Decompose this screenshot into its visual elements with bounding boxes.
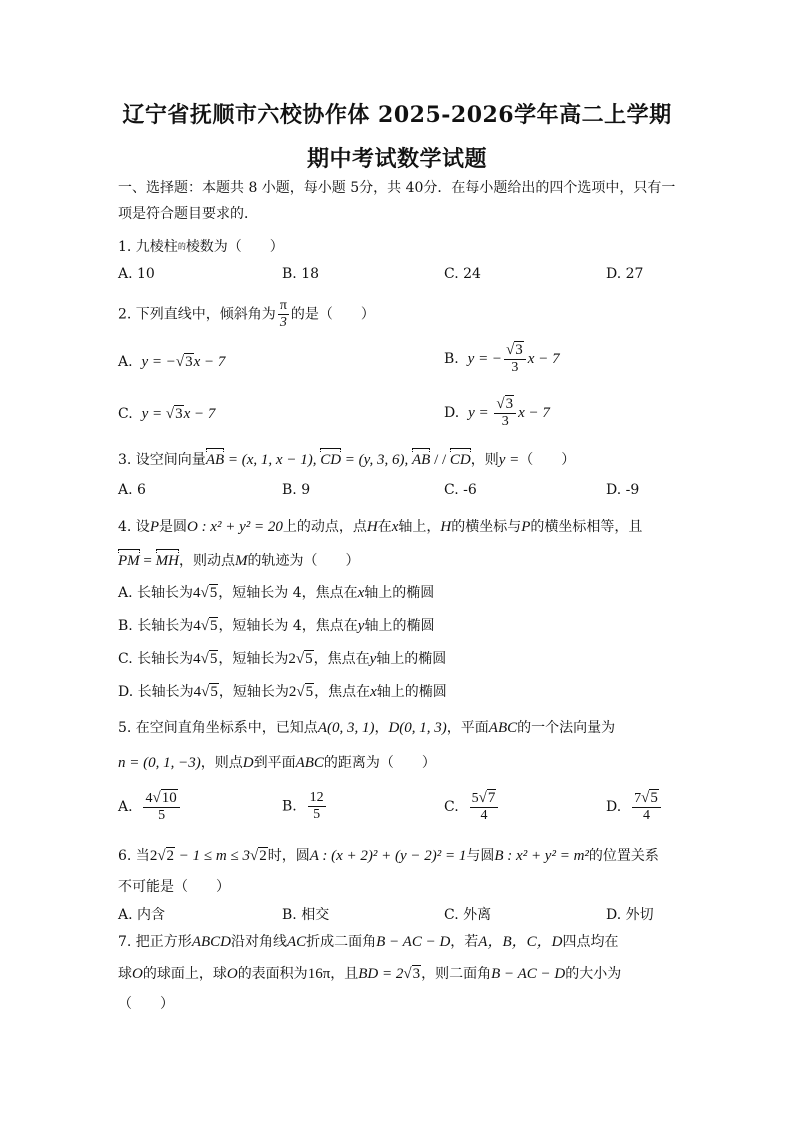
q4-opt-d-axis: x xyxy=(370,684,377,700)
question-3-stem xyxy=(118,450,575,470)
q3-option-a[interactable]: A. 6 xyxy=(118,482,146,498)
q4-text-f: 的横坐标与 xyxy=(451,519,522,535)
q2-opt-c-rad: 3 xyxy=(175,406,183,422)
q5-option-d[interactable] xyxy=(606,790,663,824)
q4-eq: = xyxy=(139,553,156,569)
q5-opt-c-label: C. xyxy=(444,799,459,815)
q1-option-d[interactable]: D. 27 xyxy=(606,266,644,282)
q2-opt-d-den: 3 xyxy=(501,414,509,429)
q7-square: ABCD xyxy=(191,934,231,950)
q6-ineq-sqrt-2: √2 xyxy=(249,848,267,864)
q6-ineq-pre: 2 xyxy=(149,848,158,864)
q4-opt-a-sqrt: √5 xyxy=(200,585,218,601)
question-2-stem xyxy=(118,298,375,331)
title-line-2: 期中考试数学试题 xyxy=(306,146,487,172)
q6-option-d[interactable]: D. 外切 xyxy=(606,907,654,923)
q4-opt-b-pre: B. 长轴长为 xyxy=(118,618,194,634)
q7-text-a: 7. 把正方形 xyxy=(118,934,192,950)
q4-vec-mh: MH xyxy=(155,553,179,569)
q4-opt-a-num: 4 xyxy=(193,585,201,601)
q4-opt-d-mid2: ，焦点在 xyxy=(314,684,371,700)
q5-normal-vector: n = (0, 1, −3) xyxy=(118,755,201,771)
q4-opt-d-num2: 2 xyxy=(288,684,297,700)
q4-opt-c-num: 4 xyxy=(193,651,201,667)
q2-opt-c-pre: y = xyxy=(141,406,166,422)
q7-bd-sqrt: √3 xyxy=(403,966,421,982)
q4-opt-a-mid: ，短轴长为 4，焦点在 xyxy=(218,585,358,601)
section-intro-line-1: 一、选择题：本题共 8 小题，每小题 5分，共 40分．在每小题给出的四个选项中，只有一 xyxy=(118,180,676,196)
q4-text-line2: ，则动点 xyxy=(178,553,235,569)
question-7-stem-line-3: （ ） xyxy=(118,996,174,1012)
q1-option-b[interactable]: B. 18 xyxy=(282,266,320,282)
q7-text-2f: 的大小为 xyxy=(565,966,622,982)
q2-opt-a-label: A. xyxy=(118,354,133,370)
q7-area: 16π xyxy=(307,966,331,982)
q2-option-a[interactable] xyxy=(118,352,225,372)
q2-option-b[interactable] xyxy=(444,342,560,376)
q4-opt-c-mid2: ，焦点在 xyxy=(313,651,370,667)
q5-text-d: ，则点 xyxy=(200,755,243,771)
q5-var-d: D xyxy=(242,755,254,771)
q5-point-a: A(0, 3, 1) xyxy=(317,720,375,736)
q4-vec-pm: PM xyxy=(118,553,140,569)
q7-text-e: 四点均在 xyxy=(562,934,619,950)
q3-vec-ab-2: AB xyxy=(412,452,431,468)
q2-stem-a: 2. 下列直线中，倾斜角为 xyxy=(118,306,276,323)
q7-text-b: 沿对角线 xyxy=(230,934,287,950)
q6-text-c: 与圆 xyxy=(466,848,495,864)
q4-opt-d-sqrt-2: √5 xyxy=(296,684,314,700)
question-5-stem-line-2 xyxy=(118,753,436,773)
q4-opt-b-axis: y xyxy=(357,618,365,634)
q2-opt-a-post: x − 7 xyxy=(193,354,226,370)
q4-opt-b-sqrt: √5 xyxy=(200,618,218,634)
q3-option-d[interactable]: D. -9 xyxy=(606,482,640,498)
q2-opt-d-label: D. xyxy=(444,405,460,421)
q2-opt-b-pre: y = − xyxy=(467,351,503,367)
q6-ineq-mid: − 1 ≤ m ≤ 3 xyxy=(175,848,250,864)
q4-opt-c-sqrt: √5 xyxy=(200,651,218,667)
q5-plane: ABC xyxy=(488,720,518,736)
q4-circle-eq: O : x² + y² = 20 xyxy=(186,519,283,535)
q1-stem-b: 棱数为（ ） xyxy=(185,239,284,255)
q2-opt-b-frac xyxy=(504,342,526,376)
q2-opt-b-num: √3 xyxy=(504,342,526,360)
q4-text-d: 在 xyxy=(377,519,392,535)
q2-angle-fraction xyxy=(278,298,289,331)
q7-text-2d: ，且 xyxy=(330,966,359,982)
q4-var-h-2: H xyxy=(440,519,452,535)
q6-option-c[interactable]: C. 外离 xyxy=(444,907,492,923)
q4-var-p: P xyxy=(149,519,159,535)
q4-option-a[interactable] xyxy=(118,583,434,603)
q5-option-c[interactable] xyxy=(444,790,500,824)
q4-var-h: H xyxy=(366,519,378,535)
q2-frac-num: π xyxy=(279,298,287,313)
q4-opt-c-pre: C. 长轴长为 xyxy=(118,651,194,667)
q7-points: A，B，C，D xyxy=(478,934,563,950)
q6-text-b: 时，圆 xyxy=(267,848,310,864)
q5-opt-b-label: B. xyxy=(282,798,297,815)
q3-expr-ab: = (x, 1, x − 1), xyxy=(224,452,321,468)
q5-text-b: ，平面 xyxy=(446,720,489,736)
q7-dihedral-2: B − AC − D xyxy=(491,966,566,982)
q3-vec-ab: AB xyxy=(205,452,225,468)
q2-opt-b-den: 3 xyxy=(511,360,519,375)
question-7-stem-line-2 xyxy=(118,964,621,984)
q4-text-e: 轴上， xyxy=(398,519,441,535)
q4-opt-c-axis: y xyxy=(369,651,377,667)
q7-text-d: ，若 xyxy=(450,934,479,950)
q7-text-c: 折成二面角 xyxy=(306,934,377,950)
q2-opt-b-post: x − 7 xyxy=(527,351,560,367)
q5-opt-d-frac: $\frac{7√5}{4}$ xyxy=(632,790,661,824)
q1-option-a[interactable]: A. 10 xyxy=(118,266,155,282)
q4-opt-b-post: 轴上的椭圆 xyxy=(364,618,435,634)
q1-stem-mark: 的 xyxy=(177,242,186,251)
q4-text-b: 是圆 xyxy=(158,519,187,535)
q6-text-d: 的位置关系 xyxy=(588,848,659,864)
q5-sep: ， xyxy=(374,720,389,736)
q7-text-2b: 的球面上，球 xyxy=(142,966,227,982)
q3-parallel: / / xyxy=(430,452,450,468)
section-intro-line-2: 项是符合题目要求的． xyxy=(118,206,258,222)
q5-text-c: 的一个法向量为 xyxy=(517,720,616,736)
q5-opt-d-label: D. xyxy=(606,799,622,815)
question-4-stem-line-1 xyxy=(118,517,642,537)
q3-stem-a: 3. 设空间向量 xyxy=(118,452,206,468)
q2-opt-b-label: B. xyxy=(444,351,459,367)
q7-text-2c: 的表面积为 xyxy=(237,966,308,982)
q4-opt-a-axis: x xyxy=(357,585,365,601)
q2-opt-c-sqrt: √3 xyxy=(165,406,183,422)
q4-opt-d-pre: D. 长轴长为 xyxy=(118,684,194,700)
q4-var-x: x xyxy=(391,519,399,535)
question-6-stem-line-1 xyxy=(118,846,659,866)
q2-stem-b: 的是（ ） xyxy=(290,306,375,323)
q4-option-b[interactable] xyxy=(118,616,434,636)
q2-opt-c-post: x − 7 xyxy=(183,406,216,422)
q4-option-c[interactable] xyxy=(118,649,446,669)
q2-opt-a-sqrt: √3 xyxy=(175,354,193,370)
q3-stem-b: ，则 xyxy=(470,452,499,468)
q7-var-o: O xyxy=(132,966,143,982)
q4-opt-d-sqrt: √5 xyxy=(201,684,218,700)
q5-opt-b-frac: $\frac{12}{5}$ xyxy=(309,790,324,822)
q5-opt-a-label: A. xyxy=(118,799,133,815)
q1-stem-a: 1. 九棱柱 xyxy=(118,239,178,255)
q3-vec-cd: CD xyxy=(320,452,342,468)
q4-opt-c-sqrt-2: √5 xyxy=(295,651,313,667)
q4-text-a: 4. 设 xyxy=(118,519,150,535)
question-6-stem-line-2: 不可能是（ ） xyxy=(118,879,230,895)
q6-text-a: 6. 当 xyxy=(118,848,150,864)
q5-plane-2: ABC xyxy=(295,755,324,771)
q5-option-b[interactable] xyxy=(282,790,328,823)
q6-ineq-sqrt: √2 xyxy=(157,848,175,864)
q5-opt-a-frac: $\frac{4√10}{5}$ xyxy=(143,790,179,824)
q4-var-m: M xyxy=(234,553,248,569)
q3-vec-cd-2: CD xyxy=(449,452,471,468)
q2-opt-d-post: x − 7 xyxy=(518,405,550,421)
q7-text-2a: 球 xyxy=(118,966,132,982)
q4-opt-c-post: 轴上的椭圆 xyxy=(376,651,447,667)
q2-opt-c-label: C. xyxy=(118,406,133,422)
q4-text-c: 上的动点，点 xyxy=(282,519,367,535)
q5-text-f: 的距离为（ ） xyxy=(323,755,436,771)
q2-opt-a-rad: 3 xyxy=(185,354,193,370)
q2-opt-d-frac xyxy=(494,396,516,430)
q4-opt-d-post: 轴上的椭圆 xyxy=(376,684,447,700)
q7-var-o-2: O xyxy=(226,966,238,982)
q4-opt-b-mid: ，短轴长为 4，焦点在 xyxy=(218,618,358,634)
q4-text-line2-b: 的轨迹为（ ） xyxy=(247,553,360,569)
q4-opt-a-post: 轴上的椭圆 xyxy=(364,585,435,601)
q3-expr-cd: = (y, 3, 6), xyxy=(341,452,412,468)
q4-opt-c-num2: 2 xyxy=(288,651,296,667)
question-7-stem-line-1 xyxy=(118,932,618,952)
q4-var-p-2: P xyxy=(521,519,531,535)
q3-stem-c: （ ） xyxy=(519,452,576,468)
q5-text-a: 5. 在空间直角坐标系中，已知点 xyxy=(118,720,318,736)
q5-text-e: 到平面 xyxy=(253,755,296,771)
q7-text-2e: ，则二面角 xyxy=(421,966,492,982)
q4-text-g: 的横坐标相等，且 xyxy=(530,519,643,535)
title-line-1: 辽宁省抚顺市六校协作体 2025-2026学年高二上学期 xyxy=(122,102,672,128)
q7-diagonal: AC xyxy=(286,934,307,950)
q7-dihedral: B − AC − D xyxy=(376,934,451,950)
question-4-stem-line-2 xyxy=(118,551,359,571)
q6-option-a[interactable]: A. 内含 xyxy=(118,907,166,923)
q2-option-c[interactable] xyxy=(118,404,215,424)
q2-opt-a-pre: y = − xyxy=(141,354,176,370)
question-5-stem-line-1 xyxy=(118,718,615,738)
q7-bd: BD = 2 xyxy=(358,966,404,982)
q2-opt-d-num: √3 xyxy=(494,396,516,414)
q6-option-b[interactable]: B. 相交 xyxy=(282,907,330,923)
q3-option-c[interactable]: C. -6 xyxy=(444,482,477,498)
q4-opt-d-mid: ，短轴长为 xyxy=(218,684,289,700)
q4-opt-a-pre: A. 长轴长为 xyxy=(118,585,194,601)
question-1-stem xyxy=(118,237,284,257)
q3-option-b[interactable]: B. 9 xyxy=(282,482,311,498)
q4-opt-b-num: 4 xyxy=(193,618,201,634)
q2-option-d[interactable] xyxy=(444,396,550,430)
q1-option-c[interactable]: C. 24 xyxy=(444,266,481,282)
q3-var-y: y = xyxy=(498,452,520,468)
q4-opt-c-mid: ，短轴长为 xyxy=(218,651,289,667)
q4-option-d[interactable] xyxy=(118,682,447,702)
q2-opt-d-pre: y = xyxy=(468,405,493,421)
q4-opt-d-num: 4 xyxy=(193,684,202,700)
q2-frac-den: 3 xyxy=(279,315,287,330)
q6-circle-b: B : x² + y² = m² xyxy=(494,848,589,864)
q5-point-d: D(0, 1, 3) xyxy=(388,720,447,736)
q5-option-a[interactable] xyxy=(118,790,182,824)
q6-circle-a: A : (x + 2)² + (y − 2)² = 1 xyxy=(309,848,467,864)
q5-opt-c-frac: $\frac{5√7}{4}$ xyxy=(470,790,499,824)
